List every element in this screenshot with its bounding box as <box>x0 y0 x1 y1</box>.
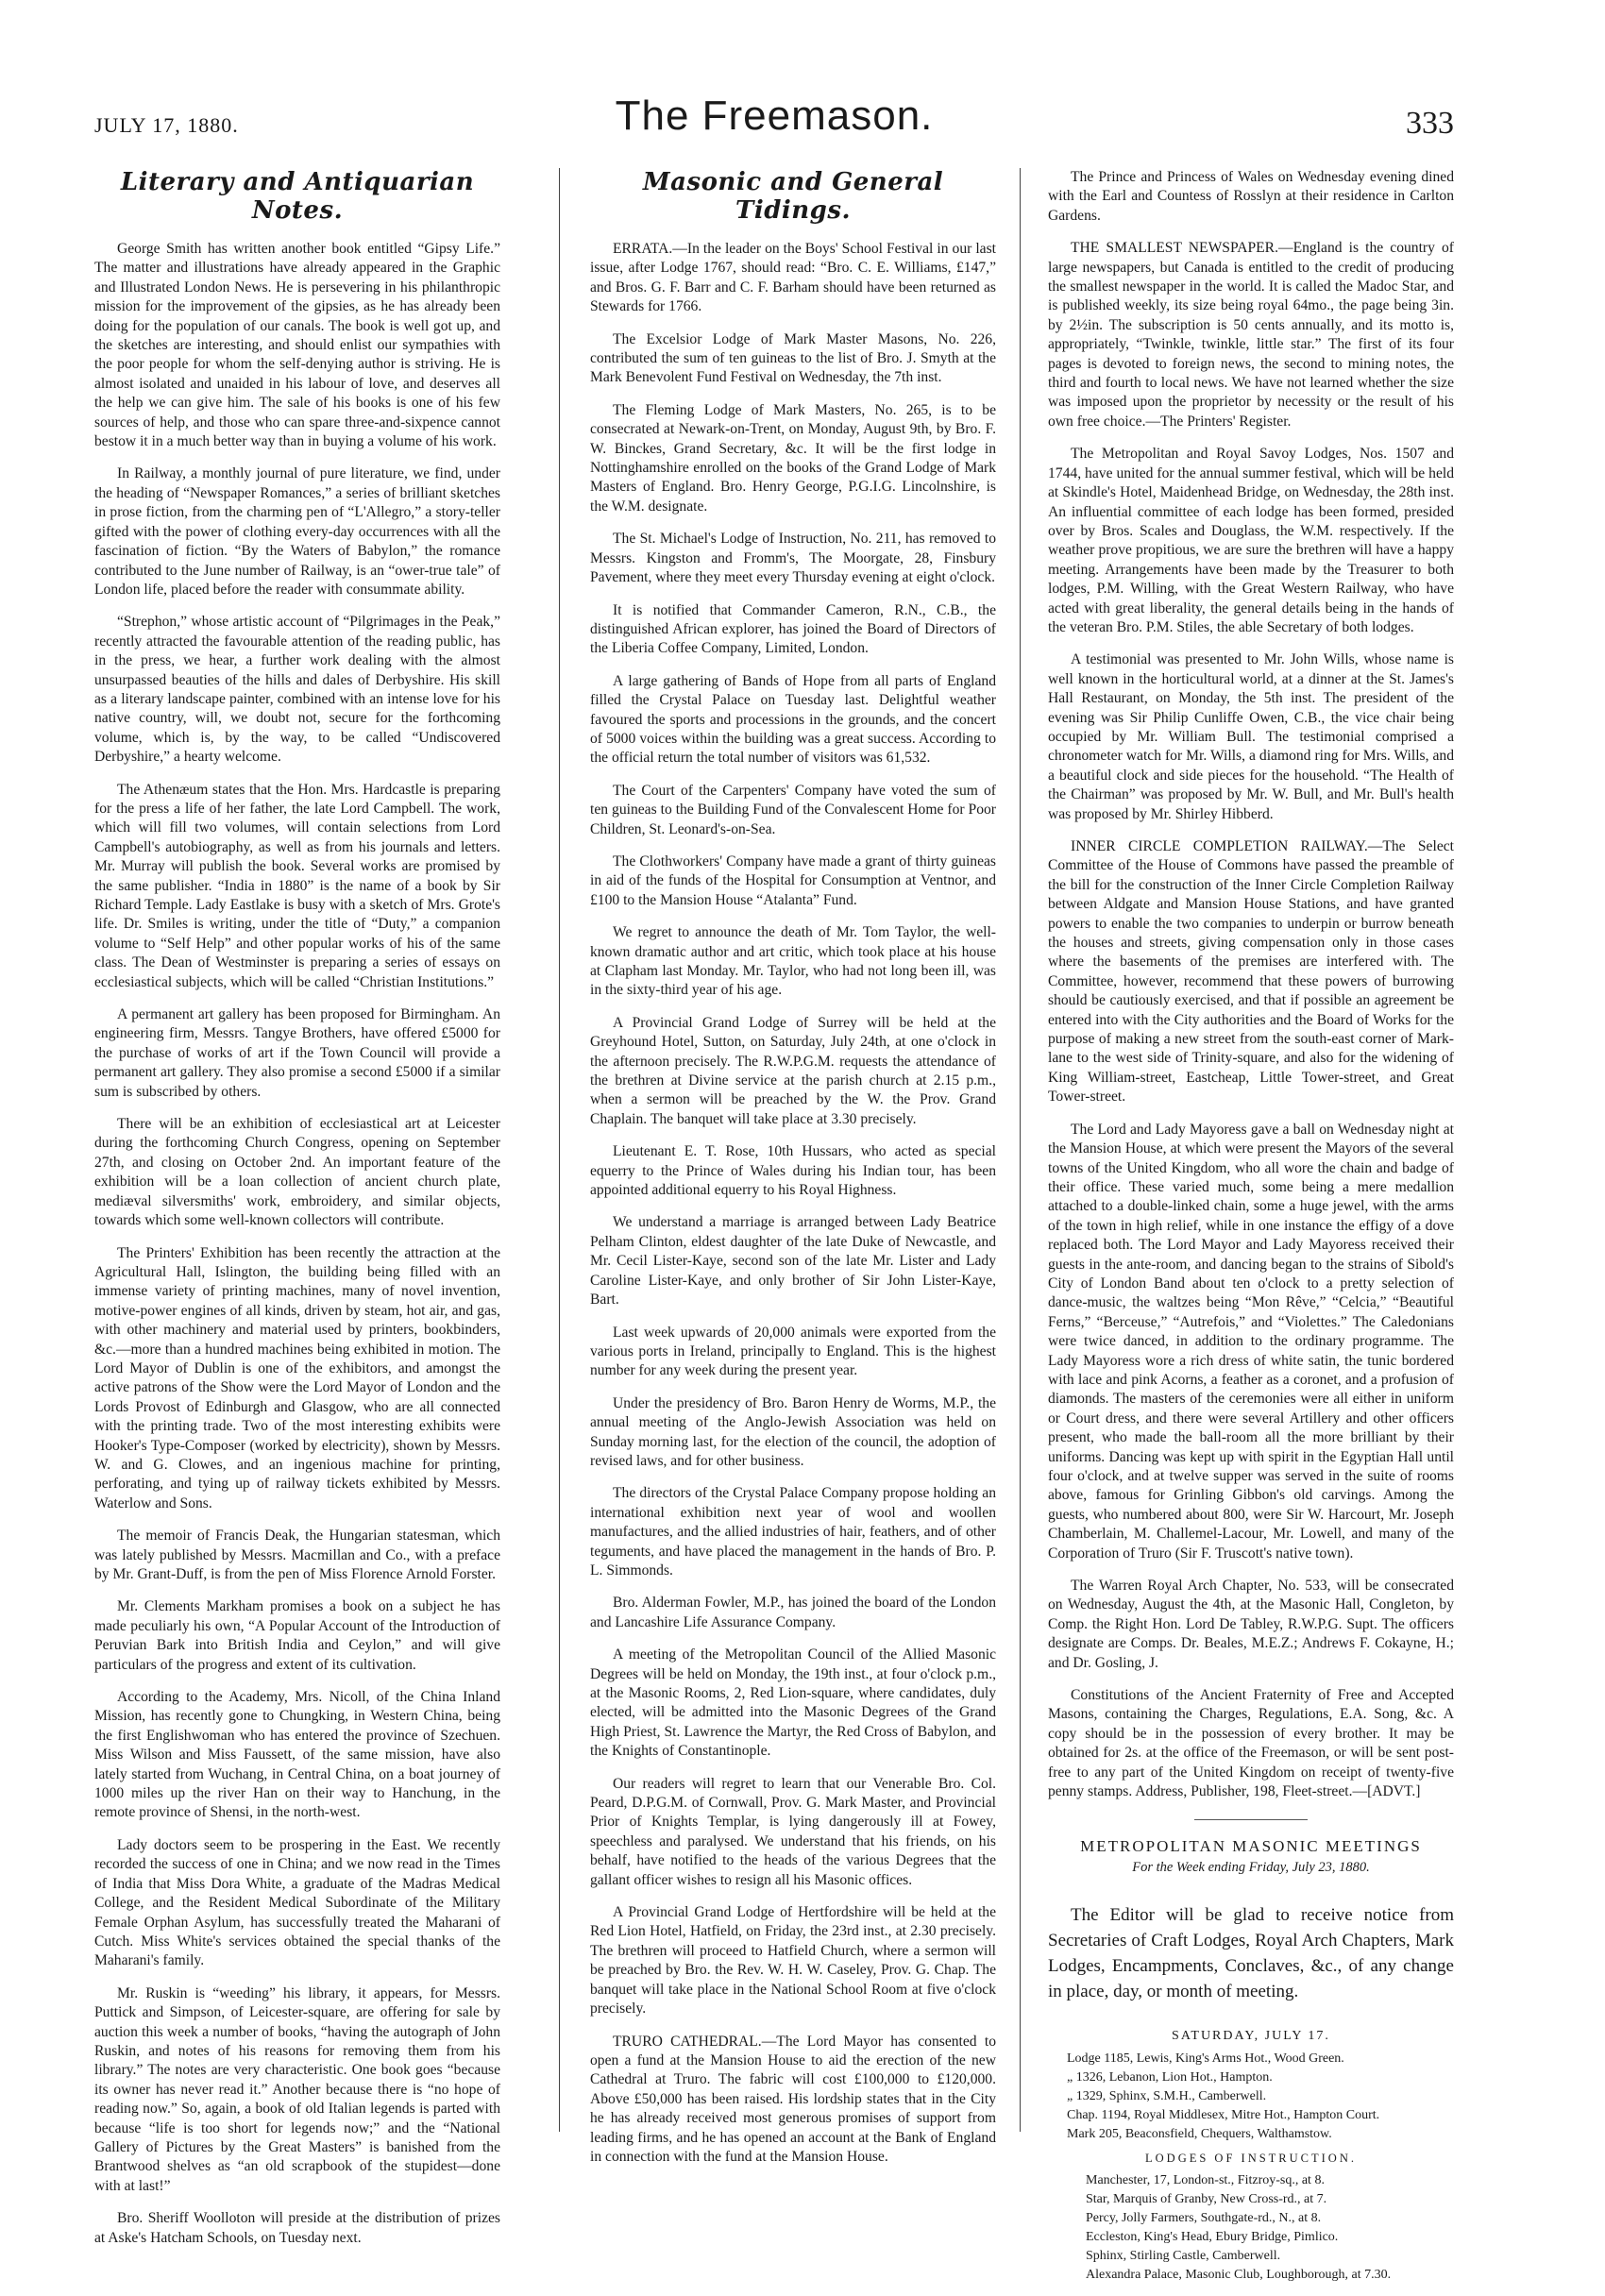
article-paragraph: Mr. Clements Markham promises a book on a subject he has made peculiarly his own, “A Popular Account of the Introduction of Peruvian Bark into British India and Ceylon,” and will give particulars of the progress and extent of its cultivation. <box>94 1598 500 1673</box>
issue-date: JULY 17, 1880. <box>94 113 239 137</box>
article-paragraph: A meeting of the Metropolitan Council of the Allied Masonic Degrees will be held on Monday, the 19th inst., at four o'clock p.m., at the Masonic Rooms, 2, Red Lion-square, where candidates, duly elected, will be admitted into the Masonic Degrees of the Grand High Priest, St. Lawrence the Martyr, the Red Cross of Babylon, and the Knights of Constantinople. <box>590 1646 996 1760</box>
article-paragraph: “Strephon,” whose artistic account of “Pilgrimages in the Peak,” recently attracted the favourable attention of the reading public, has in the press, we hear, a further work dealing with the almost unsurpassed beauties of the hills and dales of Derbyshire. His skill as a literary landscape painter, combined with an intense love for his native country, will, we doubt not, secure for the forthcoming volume, which is, by the way, to be called “Undiscovered Derbyshire,” a hearty welcome. <box>94 614 500 766</box>
article-paragraph: The Athenæum states that the Hon. Mrs. Hardcastle is preparing for the press a life of her father, the late Lord Campbell. The work, which will fill two volumes, will contain selections from Lord Campbell's autobiography, as well as from his journals and letters. Mr. Murray will publish the book. Several works are promised by the same publisher. “India in 1880” is the name of a book by Sir Richard Temple. Lady Eastlake is busy with a sketch of Mrs. Grote's life. Dr. Smiles is writing, under the title of “Duty,” a companion volume to “Self Help” and other popular works of his of the same class. The Dean of Westminster is preparing a series of essays on ecclesiastical subjects, which will be called “Christian Institutions.” <box>94 781 500 990</box>
article-list <box>1048 168 1454 1802</box>
page-number: 333 <box>1406 106 1454 141</box>
article-paragraph: A permanent art gallery has been proposed for Birmingham. An engineering firm, Messrs. Tangye Brothers, have offered £5000 for the purchase of works of art if the Town Council will provide a permanent art gallery. They also promise a second £5000 if a similar sum is subscribed by others. <box>94 1006 500 1100</box>
article-paragraph: In Railway, a monthly journal of pure literature, we find, under the heading of “Newspaper Romances,” a series of brilliant sketches in prose fiction, from the charming pen of “L'Allegro,” a story-teller gifted with the power of clothing every-day occurrences with all the fascination of fiction. “By the Waters of Babylon,” the romance contributed to the June number of Railway, is an “ower-true tale” of London life, placed before the reader with consummate ability. <box>94 465 500 598</box>
article-paragraph: The Lord and Lady Mayoress gave a ball on Wednesday night at the Mansion House, at which were present the Mayors of the several towns of the United Kingdom, who all wore the chain and badge of their office. These varied much, some being a mere medallion attached to a double-linked chain, some a huge jewel, with the arms of the town in high relief, while in one instance the effigy of a dove replaced both. The Lord Mayor and Lady Mayoress received their guests in the ante-room, and dancing began to the strains of Sibold's City of London Band about ten o'clock to a pretty selection of dance-music, the waltzes being “Mon Rêve,” “Celcia,” “Beautiful Ferns,” “Berceuse,” “Autrefois,” and “Violettes.” The Caledonians were twice danced, in addition to the ordinary programme. The Lady Mayoress wore a rich dress of white satin, the tunic bordered with lace and pink Acorns, a feather as a coronet, and a profusion of diamonds. The masters of the ceremonies were all either in uniform or Court dress, and there were several Artillery and other officers present, who made the ball-room all the more brilliant by their uniforms. Dancing was kept up with spirit in the Egyptian Hall until four o'clock, and at twelve supper was served in the suite of rooms above, famous for Grinling Gibbon's old carvings. Among the guests, who numbered about 800, were Sir W. Harcourt, Mr. Joseph Chamberlain, M. Challemel-Lacour, Mr. Lowell, and many of the Corporation of Truro (Sir F. Truscott's native town). <box>1048 1121 1454 1562</box>
lodge-listing: „ 1326, Lebanon, Lion Hot., Hampton. <box>1067 2069 1273 2085</box>
lodge-listing: Mark 205, Beaconsfield, Chequers, Walthamstow. <box>1067 2126 1332 2141</box>
article-paragraph: Mr. Ruskin is “weeding” his library, it appears, for Messrs. Puttick and Simpson, of Leicester-square, are offering for sale by auction this week a number of books, “having the autograph of John Ruskin, and notes of his reasons for removing them from his library.” The notes are very characteristic. One book goes “because its owner has never read it.” Another because there is “no hope of reading now.” So, again, a book of old Italian legends is parted with because “life is too short for legends now;” and the “National Gallery of Pictures by the Great Masters” is banished from the Brantwood shelves as “an old scrapbook of the stupidest—done with at last!” <box>94 1984 500 2194</box>
instruction-listing: Eccleston, King's Head, Ebury Bridge, Pimlico. <box>1086 2229 1339 2244</box>
article-paragraph: The directors of the Crystal Palace Company propose holding an international exhibition next year of wool and woollen manufactures, and the allied industries of hair, feathers, and of other teguments, and have placed the management in the hands of Bro. P. L. Simmonds. <box>590 1485 996 1578</box>
article-paragraph: The Warren Royal Arch Chapter, No. 533, will be consecrated on Wednesday, August the 4th, at the Masonic Hall, Congleton, by Comp. the Right Hon. Lord De Tabley, R.W.P.G. Supt. The officers designate are Comps. Dr. Beales, M.E.Z.; Andrews F. Cokayne, H.; and Dr. Gosling, J. <box>1048 1578 1454 1671</box>
article-paragraph: Bro. Alderman Fowler, M.P., has joined the board of the London and Lancashire Life Assurance Company. <box>590 1595 996 1630</box>
lodge-listing: „ 1329, Sphinx, S.M.H., Camberwell. <box>1067 2088 1267 2103</box>
article-paragraph: It is notified that Commander Cameron, R.N., C.B., the distinguished African explorer, has joined the Board of Directors of the Liberia Coffee Company, Limited, London. <box>590 601 996 657</box>
article-paragraph: A testimonial was presented to Mr. John Wills, whose name is well known in the horticultural world, at a dinner at the St. James's Hall Restaurant, on Monday, the 5th inst. The president of the evening was Sir Philip Cunliffe Owen, C.B., the vice chair being occupied by Mr. William Bull. The testimonial comprised a chronometer watch for Mr. Wills, a diamond ring for Mrs. Wills, and a beautiful clock and side pieces for the household. “The Health of the Chairman” was proposed by Mr. W. Bull, and Mr. Bull's health was proposed by Mr. Shirley Hibberd. <box>1048 651 1454 822</box>
article-paragraph: Under the presidency of Bro. Baron Henry de Worms, M.P., the annual meeting of the Anglo-Jewish Association was held on Sunday morning last, for the election of the council, the adoption of revised laws, and for other business. <box>590 1394 996 1469</box>
instruction-listing: Percy, Jolly Farmers, Southgate-rd., N., at 8. <box>1086 2210 1322 2225</box>
meetings-intro: The Editor will be glad to receive notice from Secretaries of Craft Lodges, Royal Arch Chapters, Mark Lodges, Encampments, Conclaves, &c., of any change in place, day, or month of meeting. <box>1048 1904 1454 2001</box>
article-paragraph: Constitutions of the Ancient Fraternity of Free and Accepted Masons, containing the Charges, Regulations, E.A. Song, &c. A copy should be in the possession of every brother. It may be obtained for 2s. at the office of the Freemason, or will be sent post-free to any part of the United Kingdom on receipt of twenty-five penny stamps. Address, Publisher, 198, Fleet-street.—[ADVT.] <box>1048 1687 1454 1800</box>
article-paragraph: The Clothworkers' Company have made a grant of thirty guineas in aid of the funds of the Hospital for Consumption at Ventnor, and £100 to the Mansion House “Atalanta” Fund. <box>590 853 996 908</box>
article-paragraph: The Metropolitan and Royal Savoy Lodges, Nos. 1507 and 1744, have united for the annual summer festival, which will be held at Skindle's Hotel, Maidenhead Bridge, on Wednesday, the 28th inst. An influential committee of each lodge has been formed, presided over by Bros. Scales and Douglass, the W.M. respectively. If the weather prove propitious, we are sure the brethren will have a happy meeting. Arrangements have been made by the Treasurer to both lodges, P.M. Willing, with the Great Western Railway, who have acted with great liberality, the general details being in the hands of the veteran Bro. P.M. Stiles, the able Secretary of both lodges. <box>1048 446 1454 635</box>
article-paragraph: We understand a marriage is arranged between Lady Beatrice Pelham Clinton, eldest daughter of the late Duke of Newcastle, and Mr. Cecil Lister-Kaye, second son of the late Mr. Lister and Lady Caroline Lister-Kaye, and only brother of Sir John Lister-Kaye, Bart. <box>590 1214 996 1308</box>
column-masonic-tidings <box>590 168 996 2180</box>
article-list <box>590 240 996 2167</box>
article-paragraph: The Prince and Princess of Wales on Wednesday evening dined with the Earl and Countess of Rosslyn at their residence in Carlton Gardens. <box>1048 169 1454 224</box>
lodge-listing: Lodge 1185, Lewis, King's Arms Hot., Wood Green. <box>1067 2051 1344 2066</box>
article-paragraph: Our readers will regret to learn that our Venerable Bro. Col. Peard, D.P.G.M. of Cornwall, Prov. G. Mark Master, and Provincial Prior of Knights Templar, is lying dangerously ill at Fowey, speechless and paralysed. We understand that his friends, on his behalf, have notified to the heads of the various Degrees that the gallant officer wishes to resign all his Masonic offices. <box>590 1775 996 1888</box>
article-paragraph: TRURO CATHEDRAL.—The Lord Mayor has consented to open a fund at the Mansion House to aid the erection of the new Cathedral at Truro. The fabric will cost £100,000 to £120,000. Above £50,000 has been raised. His lordship states that in the City he has already received most generous promises of support from leading firms, and he has opened an account at the Bank of England in connection with the fund at the Mansion House. <box>590 2033 996 2165</box>
article-paragraph: We regret to announce the death of Mr. Tom Taylor, the well-known dramatic author and art critic, which took place at his house at Clapham last Monday. Mr. Taylor, who had not long been ill, was in the sixty-third year of his age. <box>590 924 996 999</box>
article-list <box>94 240 500 2248</box>
meetings-subheading: For the Week ending Friday, July 23, 1880. <box>1132 1859 1370 1875</box>
newspaper-title: The Freemason. <box>615 93 934 139</box>
metropolitan-meetings <box>1048 1837 1454 2285</box>
article-paragraph: Lady doctors seem to be prospering in the East. We recently recorded the success of one in China; and we now read in the Times of India that Miss Dora White, a graduate of the Madras Medical College, and the Resident Medical Subordinate of the Military Female Orphan Asylum, has successfully treated the Maharani of Cutch. Miss White's services obtained the special thanks of the Maharani's family. <box>94 1836 500 1969</box>
article-paragraph: The Fleming Lodge of Mark Masters, No. 265, is to be consecrated at Newark-on-Trent, on Monday, August 9th, by Bro. F. W. Binckes, Grand Secretary, &c. It will be the first lodge in Nottinghamshire enrolled on the books of the Grand Lodge of Mark Masters of England. Bro. Henry George, P.G.I.G. Lincolnshire, is the W.M. designate. <box>590 401 996 515</box>
article-paragraph: ERRATA.—In the leader on the Boys' School Festival in our last issue, after Lodge 1767, should read: “Bro. C. E. Williams, £147,” and Bros. G. F. Barr and C. F. Barham should have been returned as Stewards for 1766. <box>590 241 996 315</box>
article-paragraph: George Smith has written another book entitled “Gipsy Life.” The matter and illustrations have already appeared in the Graphic and Illustrated London News. He is persevering in his philanthropic mission for the improvement of the gipsies, as he has already been doing for the population of our canals. The book is well got up, and the sketches are interesting, and should enlist our sympathies with the poor people for whom the self-denying author is striving. He is almost isolated and unaided in his labour of love, and deserves all the help we can give him. The sale of his books is one of his few sources of help, and those who can spare three-and-sixpence cannot bestow it in a much better way than in buying a volume of his work. <box>94 241 500 450</box>
article-paragraph: THE SMALLEST NEWSPAPER.—England is the country of large newspapers, but Canada is entitled to the credit of producing the smallest newspaper in the world. It is called the Madoc Star, and is published weekly, its size being royal 64mo., the page being 3in. by 2½in. The subscription is 50 cents annually, and its motto is, appropriately, “Twinkle, twinkle, little star.” The first of its four pages is devoted to foreign news, the second to mining notes, the third and fourth to local news. We have not learned whether the size was imposed upon the proprietor by necessity or the result of his own free choice.—The Printers' Register. <box>1048 240 1454 430</box>
article-paragraph: Lieutenant E. T. Rose, 10th Hussars, who acted as special equerry to the Prince of Wales during his Indian tour, has been appointed additional equerry to his Royal Highness. <box>590 1143 996 1199</box>
article-paragraph: The memoir of Francis Deak, the Hungarian statesman, which was lately published by Messrs. Macmillan and Co., with a preface by Mr. Grant-Duff, is from the pen of Miss Florence Arnold Forster. <box>94 1528 500 1582</box>
article-paragraph: The Excelsior Lodge of Mark Master Masons, No. 226, contributed the sum of ten guineas to the list of Bro. J. Smyth at the Mark Benevolent Fund Festival on Wednesday, the 7th inst. <box>590 330 996 386</box>
column-divider <box>1020 168 1021 2132</box>
instruction-listing: Sphinx, Stirling Castle, Camberwell. <box>1086 2248 1281 2263</box>
instruction-listing: Manchester, 17, London-st., Fitzroy-sq., at 8. <box>1086 2172 1325 2187</box>
section-divider <box>1194 1819 1308 1820</box>
article-paragraph: A Provincial Grand Lodge of Hertfordshire will be held at the Red Lion Hotel, Hatfield, on Friday, the 23rd inst., at 2.30 precisely. The brethren will proceed to Hatfield Church, where a sermon will be preached by Bro. the Rev. W. H. W. Caseley, Prov. G. Chap. The banquet will take place in the National School Room at five o'clock precisely. <box>590 1904 996 2017</box>
article-paragraph: There will be an exhibition of ecclesiastical art at Leicester during the forthcoming Church Congress, opening on September 27th, and closing on October 2nd. An important feature of the exhibition will be a loan collection of ancient church plate, mediæval silversmiths' work, embroidery, and similar objects, towards which some well-known collectors will contribute. <box>94 1116 500 1229</box>
meetings-day: SATURDAY, JULY 17. <box>1172 2028 1330 2043</box>
section-heading: Masonic and General Tidings. <box>642 168 944 225</box>
article-paragraph: Last week upwards of 20,000 animals were exported from the various ports in Ireland, principally to England. This is the highest number for any week during the present year. <box>590 1324 996 1379</box>
instruction-heading: LODGES OF INSTRUCTION. <box>1145 2151 1357 2165</box>
column-divider <box>559 168 560 2132</box>
article-paragraph: A Provincial Grand Lodge of Surrey will be held at the Greyhound Hotel, Sutton, on Saturday, July 24th, at one o'clock in the afternoon precisely. The R.W.P.G.M. requests the attendance of the brethren at Divine service at the parish church at 2.15 p.m., when a sermon will be preached by the W. the Prov. Grand Chaplain. The banquet will take place at 3.30 precisely. <box>590 1014 996 1127</box>
article-paragraph: According to the Academy, Mrs. Nicoll, of the China Inland Mission, has recently gone to Chungking, in Western China, being the first Englishwoman who has entered the province of Szechuen. Miss Wilson and Miss Faussett, of the same mission, have also lately started from Wuchang, in Central China, on a boat journey of 1000 miles up the river Han on their way to Hanchung, in the remote province of Shensi, in the north-west. <box>94 1689 500 1821</box>
column-general-news <box>1048 168 1454 2285</box>
section-heading: Literary and Antiquarian Notes. <box>120 168 475 225</box>
meetings-heading: METROPOLITAN MASONIC MEETINGS <box>1080 1836 1422 1855</box>
column-literary-notes <box>94 168 500 2261</box>
instruction-listing: Alexandra Palace, Masonic Club, Loughborough, at 7.30. <box>1086 2267 1392 2282</box>
article-paragraph: The Court of the Carpenters' Company have voted the sum of ten guineas to the Building Fund of the Convalescent Home for Poor Children, St. Leonard's-on-Sea. <box>590 782 996 837</box>
masthead <box>94 93 1454 149</box>
article-paragraph: Bro. Sheriff Woolloton will preside at the distribution of prizes at Aske's Hatcham Schools, on Tuesday next. <box>94 2210 500 2246</box>
article-paragraph: INNER CIRCLE COMPLETION RAILWAY.—The Select Committee of the House of Commons have passed the preamble of the bill for the construction of the Inner Circle Completion Railway between Aldgate and Mansion House Stations, and have granted powers to enable the two companies to underpin or burrow beneath the houses and streets, giving compensation only in those cases where the basements of the premises are interfered with. The Committee, however, recommend that these powers of burrowing should be cautiously exercised, and that if possible an agreement be entered into with the City authorities and the Board of Works for the purpose of making a new street from the south-east corner of Mark-lane to the west side of Trinity-square, and also for the widening of King William-street, Eastcheap, Little Tower-street, and Great Tower-street. <box>1048 838 1454 1106</box>
article-paragraph: A large gathering of Bands of Hope from all parts of England filled the Crystal Palace on Tuesday last. Delightful weather favoured the sports and processions in the grounds, and the concert of 5000 voices within the building was a great success. According to the official return the total number of visitors was 61,532. <box>590 672 996 767</box>
article-paragraph: The St. Michael's Lodge of Instruction, No. 211, has removed to Messrs. Kingston and Fromm's, The Moorgate, 28, Finsbury Pavement, where they meet every Thursday evening at eight o'clock. <box>590 531 996 586</box>
lodge-listing: Chap. 1194, Royal Middlesex, Mitre Hot., Hampton Court. <box>1067 2107 1380 2122</box>
instruction-listing: Star, Marquis of Granby, New Cross-rd., at 7. <box>1086 2191 1327 2206</box>
article-paragraph: The Printers' Exhibition has been recently the attraction at the Agricultural Hall, Islington, the building being filled with an immense variety of printing machines, many of novel invention, motive-power engines of all kinds, driven by steam, hot air, and gas, with other machinery and material used by printers, bookbinders, &c.—more than a hundred machines being exhibited in motion. The Lord Mayor of Dublin is one of the exhibitors, and amongst the active patrons of the Show were the Lord Mayor of London and the Lords Provost of Edinburgh and Glasgow, who are all connected with the printing trade. Two of the most interesting exhibits were Hooker's Type-Composer (worked by electricity), shown by Messrs. W. and G. Clowes, and an ingenious machine for printing, perforating, and tying up of railway tickets exhibited by Messrs. Waterlow and Sons. <box>94 1244 500 1511</box>
